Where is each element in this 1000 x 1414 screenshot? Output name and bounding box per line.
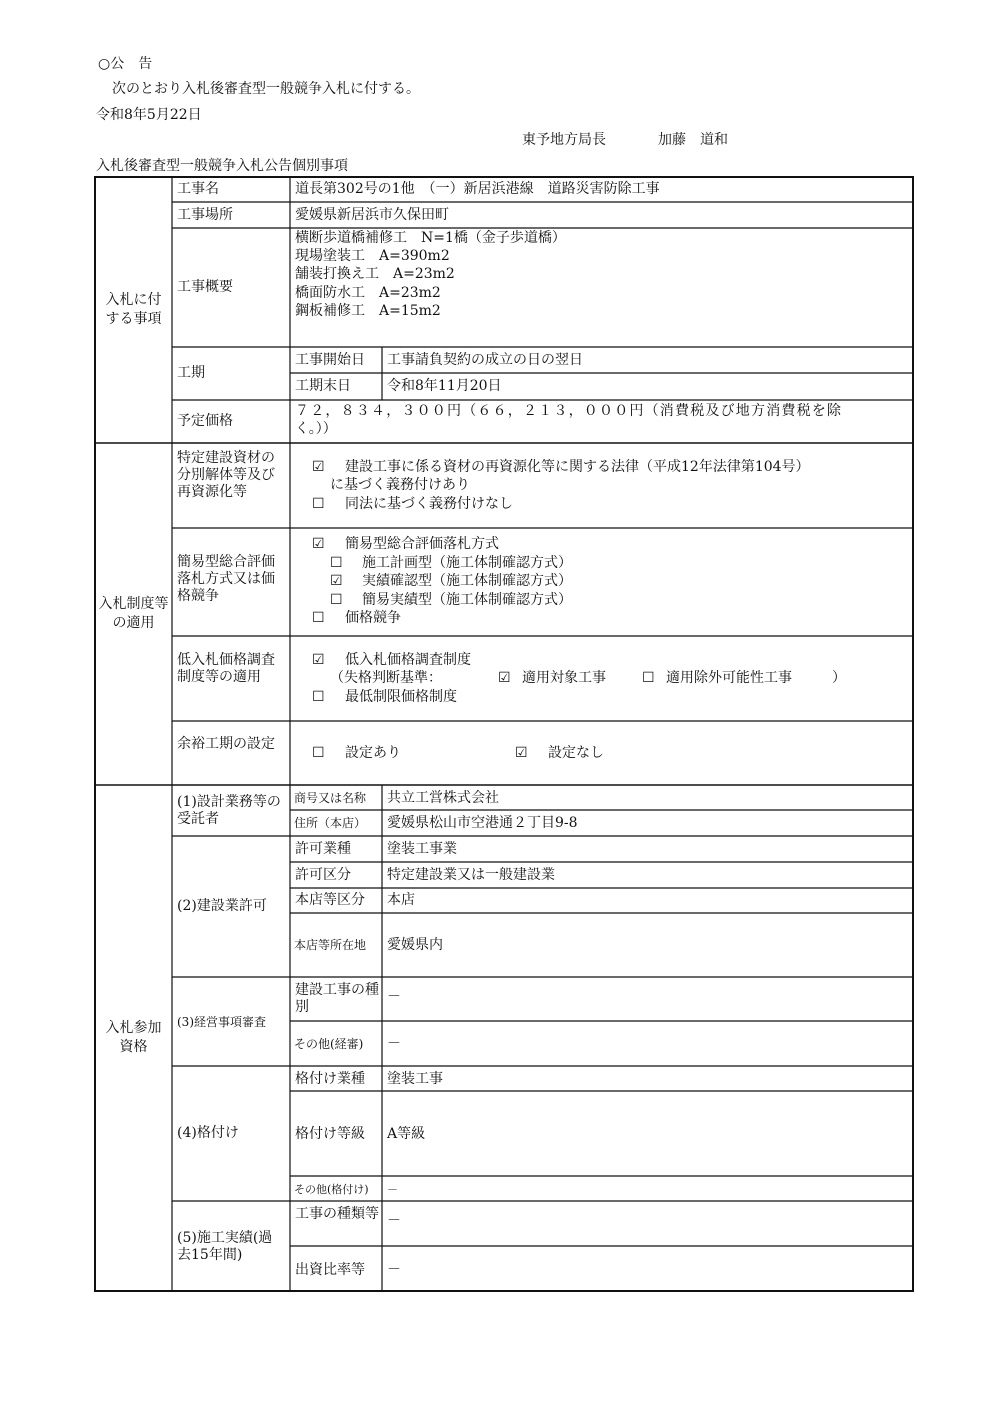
start-value: 工事請負契約の成立の日の翌日	[387, 352, 583, 368]
rank-grade: A等級	[387, 1126, 426, 1142]
recycle-opt1-cont: に基づく義務付けあり	[330, 477, 470, 493]
permit-type: 塗装工事業	[387, 841, 457, 857]
yoyu-label: 余裕工期の設定	[177, 736, 275, 752]
review-kind-label: 建設工事の種別	[295, 982, 379, 1015]
summary-line: 舗装打換え工 A=23m2	[295, 266, 455, 282]
review-other: －	[387, 1036, 401, 1052]
record-kind: －	[387, 1213, 401, 1229]
company-value: 共立工営株式会社	[387, 790, 499, 806]
low-check-1[interactable]: ☑	[312, 652, 325, 668]
low-criteria-b: 適用除外可能性工事	[666, 670, 792, 686]
group-system: 入札制度等の適用	[98, 596, 169, 631]
office-value: 本店	[387, 892, 415, 908]
summary-line: 横断歩道橋補修工 N=1橋（金子歩道橋）	[295, 230, 566, 246]
yoyu-opt2: 設定なし	[548, 745, 604, 761]
end-value: 令和8年11月20日	[387, 378, 502, 394]
rank-other-label: その他(格付け)	[294, 1183, 369, 1196]
office-label: 本店等区分	[295, 892, 365, 908]
low-check-2[interactable]: ☐	[312, 689, 325, 705]
review-label: (3)経営事項審査	[177, 1015, 266, 1029]
address-label: 住所（本店）	[294, 816, 367, 830]
eval-sub1: 施工計画型（施工体制確認方式）	[362, 555, 572, 571]
review-kind: －	[387, 989, 401, 1005]
low-criteria-open: （失格判断基準：	[330, 670, 442, 686]
rank-label: (4)格付け	[177, 1125, 239, 1141]
period-label: 工期	[177, 365, 205, 381]
review-other-label: その他(経審)	[294, 1037, 364, 1051]
start-label: 工事開始日	[295, 352, 365, 368]
recycle-check-2[interactable]: ☐	[312, 496, 325, 512]
rank-other: －	[387, 1183, 398, 1196]
eval-sub2: 実績確認型（施工体制確認方式）	[362, 573, 572, 589]
record-label: (5)施工実績(過去15年間)	[177, 1230, 273, 1263]
price-label: 予定価格	[177, 413, 233, 429]
yoyu-check-2[interactable]: ☑	[515, 745, 528, 761]
section-title: 入札後審査型一般競争入札公告個別事項	[96, 158, 348, 174]
eval-opt1: 簡易型総合評価落札方式	[345, 536, 499, 552]
recycle-check-1[interactable]: ☑	[312, 459, 325, 475]
work-name: 道長第302号の1他 （一）新居浜港線 道路災害防除工事	[295, 181, 660, 197]
low-opt1: 低入札価格調査制度	[345, 652, 471, 668]
eval-sub-check-2[interactable]: ☑	[330, 573, 343, 589]
issuer-name: 加藤 道和	[658, 132, 728, 148]
recycle-opt2: 同法に基づく義務付けなし	[345, 496, 513, 512]
work-summary-label: 工事概要	[177, 279, 233, 295]
low-criteria-a: 適用対象工事	[522, 670, 606, 686]
intro-text: 次のとおり入札後審査型一般競争入札に付する。	[112, 81, 420, 97]
yoyu-opt1: 設定あり	[345, 745, 401, 761]
group-bid-items: 入札に付する事項	[105, 292, 162, 327]
summary-line: 橋面防水工 A=23m2	[295, 285, 441, 301]
eval-check-1[interactable]: ☑	[312, 536, 325, 552]
eval-sub3: 簡易実績型（施工体制確認方式）	[362, 592, 572, 608]
record-ratio: －	[387, 1262, 401, 1278]
end-label: 工期末日	[295, 378, 351, 394]
recycle-opt1: 建設工事に係る資材の再資源化等に関する法律（平成12年法律第104号）	[345, 459, 810, 475]
work-place: 愛媛県新居浜市久保田町	[295, 207, 449, 223]
group-qualification: 入札参加資格	[105, 1020, 162, 1055]
yoyu-check-1[interactable]: ☐	[312, 745, 325, 761]
design-label: (1)設計業務等の受託者	[177, 794, 281, 827]
summary-line: 鋼板補修工 A=15m2	[295, 303, 441, 319]
company-label: 商号又は名称	[294, 791, 367, 805]
low-criteria-close: ）	[832, 670, 846, 686]
notice-heading: ○公 告	[98, 56, 153, 72]
recycle-label: 特定建設資材の分別解体等及び再資源化等	[177, 450, 275, 500]
work-name-label: 工事名	[177, 181, 219, 197]
permit-class: 特定建設業又は一般建設業	[387, 867, 555, 883]
eval-label: 簡易型総合評価落札方式又は価格競争	[177, 554, 275, 604]
address-value: 愛媛県松山市空港通２丁目9-8	[387, 815, 578, 831]
low-price-label: 低入札価格調査制度等の適用	[177, 652, 275, 685]
permit-type-label: 許可業種	[295, 841, 351, 857]
permit-label: (2)建設業許可	[177, 898, 267, 914]
rank-kind: 塗装工事	[387, 1071, 443, 1087]
eval-opt2: 価格競争	[345, 610, 401, 626]
office-loc: 愛媛県内	[387, 937, 443, 953]
low-criteria-check-a[interactable]: ☑	[498, 670, 511, 686]
low-criteria-check-b[interactable]: ☐	[642, 670, 655, 686]
eval-sub-check-1[interactable]: ☐	[330, 555, 343, 571]
price-line: く。））	[295, 421, 337, 437]
eval-sub-check-3[interactable]: ☐	[330, 592, 343, 608]
notice-date: 令和8年5月22日	[96, 107, 202, 123]
price-line: ７２，８３４，３００円（６６，２１３，０００円（消費税及び地方消費税を除	[295, 403, 843, 419]
office-loc-label: 本店等所在地	[294, 938, 367, 952]
record-kind-label: 工事の種類等	[295, 1206, 379, 1222]
rank-kind-label: 格付け業種	[295, 1071, 365, 1087]
summary-line: 現場塗装工 A=390m2	[295, 248, 450, 264]
rank-grade-label: 格付け等級	[295, 1126, 365, 1142]
work-place-label: 工事場所	[177, 207, 233, 223]
eval-check-2[interactable]: ☐	[312, 610, 325, 626]
permit-class-label: 許可区分	[295, 867, 351, 883]
issuer-title: 東予地方局長	[522, 132, 606, 148]
low-opt2: 最低制限価格制度	[345, 689, 457, 705]
record-ratio-label: 出資比率等	[295, 1262, 365, 1278]
